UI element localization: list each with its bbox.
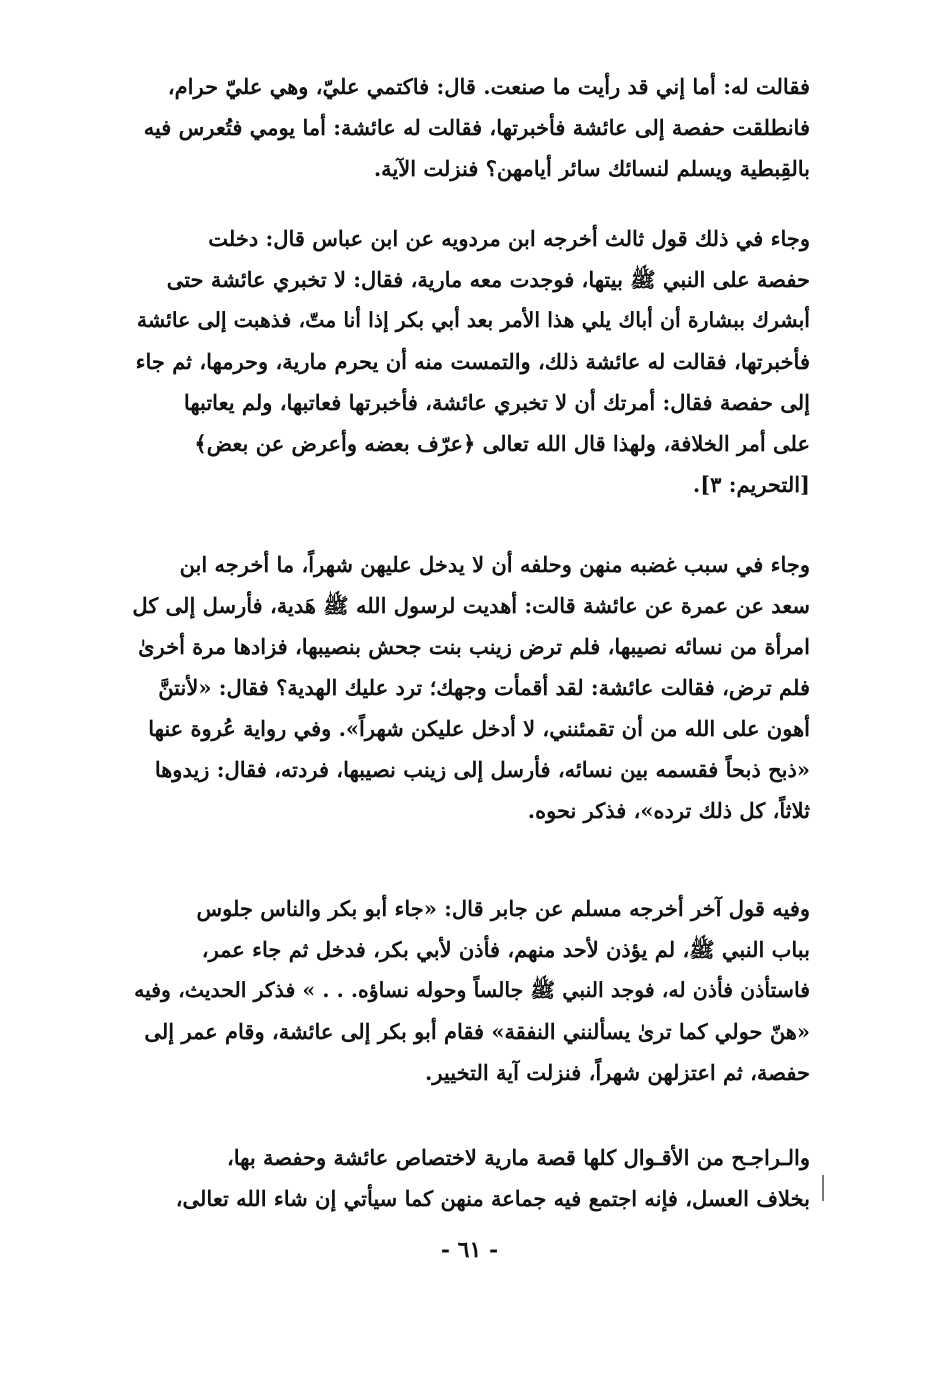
paragraph-line: ثلاثاً، كل ذلك ترده»، فذكر نحوه. (527, 798, 810, 823)
paragraph-line: فاستأذن فأذن له، فوجد النبي ﷺ جالساً وحوله نساؤه. . . » فذكر الحديث، وفيه (134, 978, 810, 1002)
paragraph-line: امرأة من نسائه نصيبها، فلم ترض زينب بنت جحش بنصيبها، فزادها مرة أخرىٰ (138, 634, 810, 659)
paragraph-line: إلى حفصة فقال: أمرتك أن لا تخبري عائشة، فأخبرتها فعاتبها، ولم يعاتبها (183, 390, 810, 415)
paragraph-line: وجاء في سبب غضبه منهن وحلفه أن لا يدخل عليهن شهراً، ما أخرجه ابن (179, 552, 810, 577)
paragraph-line: «ذبح ذبحاً فقسمه بين نسائه، فأرسل إلى زينب نصيبها، فردته، فقال: زيدوها (154, 757, 810, 782)
paragraph-line: على أمر الخلافة، ولهذا قال الله تعالى ﴿عرّف بعضه وأعرض عن بعض﴾ (194, 431, 810, 456)
paragraph-1 (128, 66, 810, 189)
paragraph-line: [التحريم: ٣]. (692, 472, 810, 497)
paragraph-line: بباب النبي ﷺ، لم يؤذن لأحد منهم، فأذن لأبي بكر، فدخل ثم جاء عمر، (201, 937, 810, 962)
paragraph-4 (128, 888, 810, 1093)
paragraph-line: بخلاف العسل، فإنه اجتمع فيه جماعة منهن كما سيأتي إن شاء الله تعالى، (175, 1186, 810, 1211)
paragraph-3 (128, 544, 810, 831)
paragraph-line: والـراجـح من الأقـوال كلها قصة مارية لاختصاص عائشة وحفصة بها، (226, 1145, 810, 1170)
paragraph-line: فلم ترض، فقالت عائشة: لقد أقمأت وجهك؛ ترد عليك الهدية؟ فقال: «لأنتنَّ (158, 675, 810, 700)
paragraph-line: «هنّ حولي كما ترىٰ يسألنني النفقة» فقام أبو بكر إلى عائشة، وقام عمر إلى (144, 1019, 810, 1044)
margin-mark (822, 1175, 824, 1201)
paragraph-line: سعد عن عمرة عن عائشة قالت: أهديت لرسول الله ﷺ هَدية، فأرسل إلى كل (132, 593, 810, 618)
page-number: - ٦١ - (440, 1237, 499, 1263)
paragraph-line: بالقِبطية ويسلم لنسائك سائر أيامهن؟ فنزلت الآية. (373, 156, 810, 181)
paragraph-5 (128, 1137, 810, 1219)
paragraph-line: أهون على الله من أن تقمئنني، لا أدخل عليكن شهراً». وفي رواية عُروة عنها (148, 716, 810, 741)
paragraph-line: فقالت له: أما إني قد رأيت ما صنعت. قال: فاكتمي عليّ، وهي عليّ حرام، (167, 74, 810, 99)
paragraph-line: وفيه قول آخر أخرجه مسلم عن جابر قال: «جاء أبو بكر والناس جلوس (196, 896, 810, 921)
paragraph-line: فانطلقت حفصة إلى عائشة فأخبرتها، فقالت له عائشة: أما يومي فتُعرس فيه (143, 115, 810, 140)
paragraph-2 (128, 218, 810, 505)
paragraph-line: فأخبرتها، فقالت له عائشة ذلك، والتمست منه أن يحرم مارية، وحرمها، ثم جاء (135, 349, 810, 374)
paragraph-line: أبشرك ببشارة أن أباك يلي هذا الأمر بعد أبي بكر إذا أنا متّ، فذهبت إلى عائشة (136, 308, 810, 332)
paragraph-line: وجاء في ذلك قول ثالث أخرجه ابن مردويه عن ابن عباس قال: دخلت (208, 226, 810, 251)
paragraph-line: حفصة، ثم اعتزلهن شهراً، فنزلت آية التخيير. (425, 1060, 810, 1085)
paragraph-line: حفصة على النبي ﷺ بيتها، فوجدت معه مارية، فقال: لا تخبري عائشة حتى (166, 267, 810, 292)
